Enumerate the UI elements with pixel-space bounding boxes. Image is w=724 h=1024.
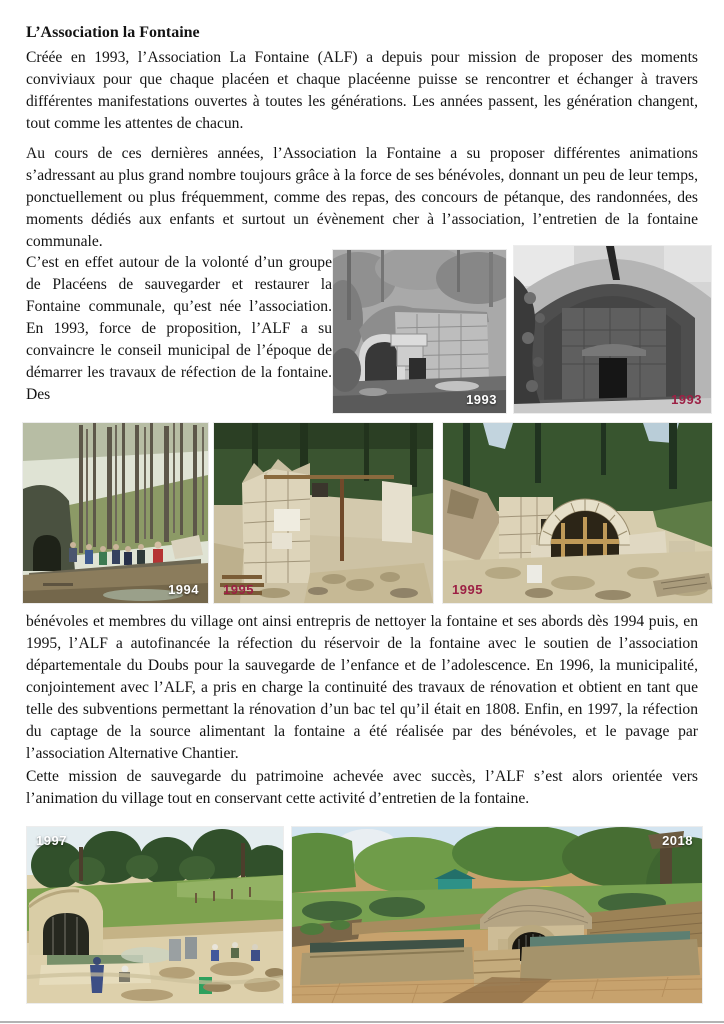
- photo-1997-paving-works: [27, 827, 283, 1003]
- restored-fountain-scene: [292, 827, 702, 1003]
- year-label: 1997: [36, 833, 67, 848]
- photo-1993-fountain-ruin-exterior: [333, 250, 506, 413]
- paragraph-origin: C’est en effet autour de la volonté d’un groupe de Placéens de sauvegarder et restaurer la Fontaine communale, qu’est née l’association. En 1993, force de proposition, l’ALF a su convaincre le conseil municipal de l’époque de démarrer les travaux de réfection de la fontaine. Des: [26, 254, 332, 403]
- photo-1993-fountain-vault-interior: [514, 246, 711, 413]
- year-label: 1995: [452, 582, 483, 597]
- year-label: 1995: [223, 582, 254, 597]
- paving-works-scene: [27, 827, 283, 1003]
- fountain-vault-scene: [514, 246, 711, 413]
- volunteers-scene: [23, 423, 208, 603]
- arch-scene: [443, 423, 712, 603]
- paragraph-intro: Créée en 1993, l’Association La Fontaine (ALF) a depuis pour mission de proposer des moments conviviaux pour que chaque placéen et chaque placéenne puisse se rencontrer et échanger à travers différentes manifestations ouvertes à toutes les générations. Les années passent, les génération changent, tout comme les attentes de chacun.: [26, 49, 698, 132]
- photo-1995-reservoir-masonry: [214, 423, 433, 603]
- paragraph-conclusion: Cette mission de sauvegarde du patrimoine achevée avec succès, l’ALF s’est alors orientée vers l’animation du village tout en conservant cette activité d’entretien de la fontaine.: [26, 768, 698, 807]
- paragraph-works-history: bénévoles et membres du village ont ainsi entrepris de nettoyer la fontaine et ses abords dès 1994 puis, en 1995, l’ALF a autofinancée la réfection du réservoir de la fontaine avec le soutien de l’association départementale du Doubs pour la sauvegarde de l’enfance et de l’adolescence. En 1996, la municipalité, conjointement avec l’ALF, a pris en charge la continuité des travaux de rénovation et obtient en tant que telle des subventions permettant la rénovation d’un bac tel qu’il était en 1808. Enfin, en 1997, la réfection du captage de la source alimentant la fontaine a été réalisée par des bénévoles, et le pavage par l’association Alternative Chantier.: [26, 613, 698, 762]
- paragraph-activities: Au cours de ces dernières années, l’Association la Fontaine a su proposer différentes animations s’adressant au plus grand nombre toujours grâce à la force de ses bénévoles, donnant un peu de leur temps, ponctuellement ou plus fréquemment, comme des repas, des concours de pétanque, des randonnées, des moments dédiés aux enfants et surtout un évènement cher à l’association, l’entretien de la fontaine communale.: [26, 145, 698, 250]
- year-label: 1993: [671, 392, 702, 407]
- page-bottom-rule: [0, 1021, 724, 1023]
- page-title: L’Association la Fontaine: [26, 24, 200, 41]
- photo-1994-volunteers-clearing: [23, 423, 208, 603]
- year-label: 2018: [662, 833, 693, 848]
- year-label: 1993: [466, 392, 497, 407]
- year-label: 1994: [168, 582, 199, 597]
- photo-1995-arch-reconstruction: [443, 423, 712, 603]
- masonry-scene: [214, 423, 433, 603]
- photo-2018-restored-fountain: [292, 827, 702, 1003]
- fountain-ruin-scene: [333, 250, 506, 413]
